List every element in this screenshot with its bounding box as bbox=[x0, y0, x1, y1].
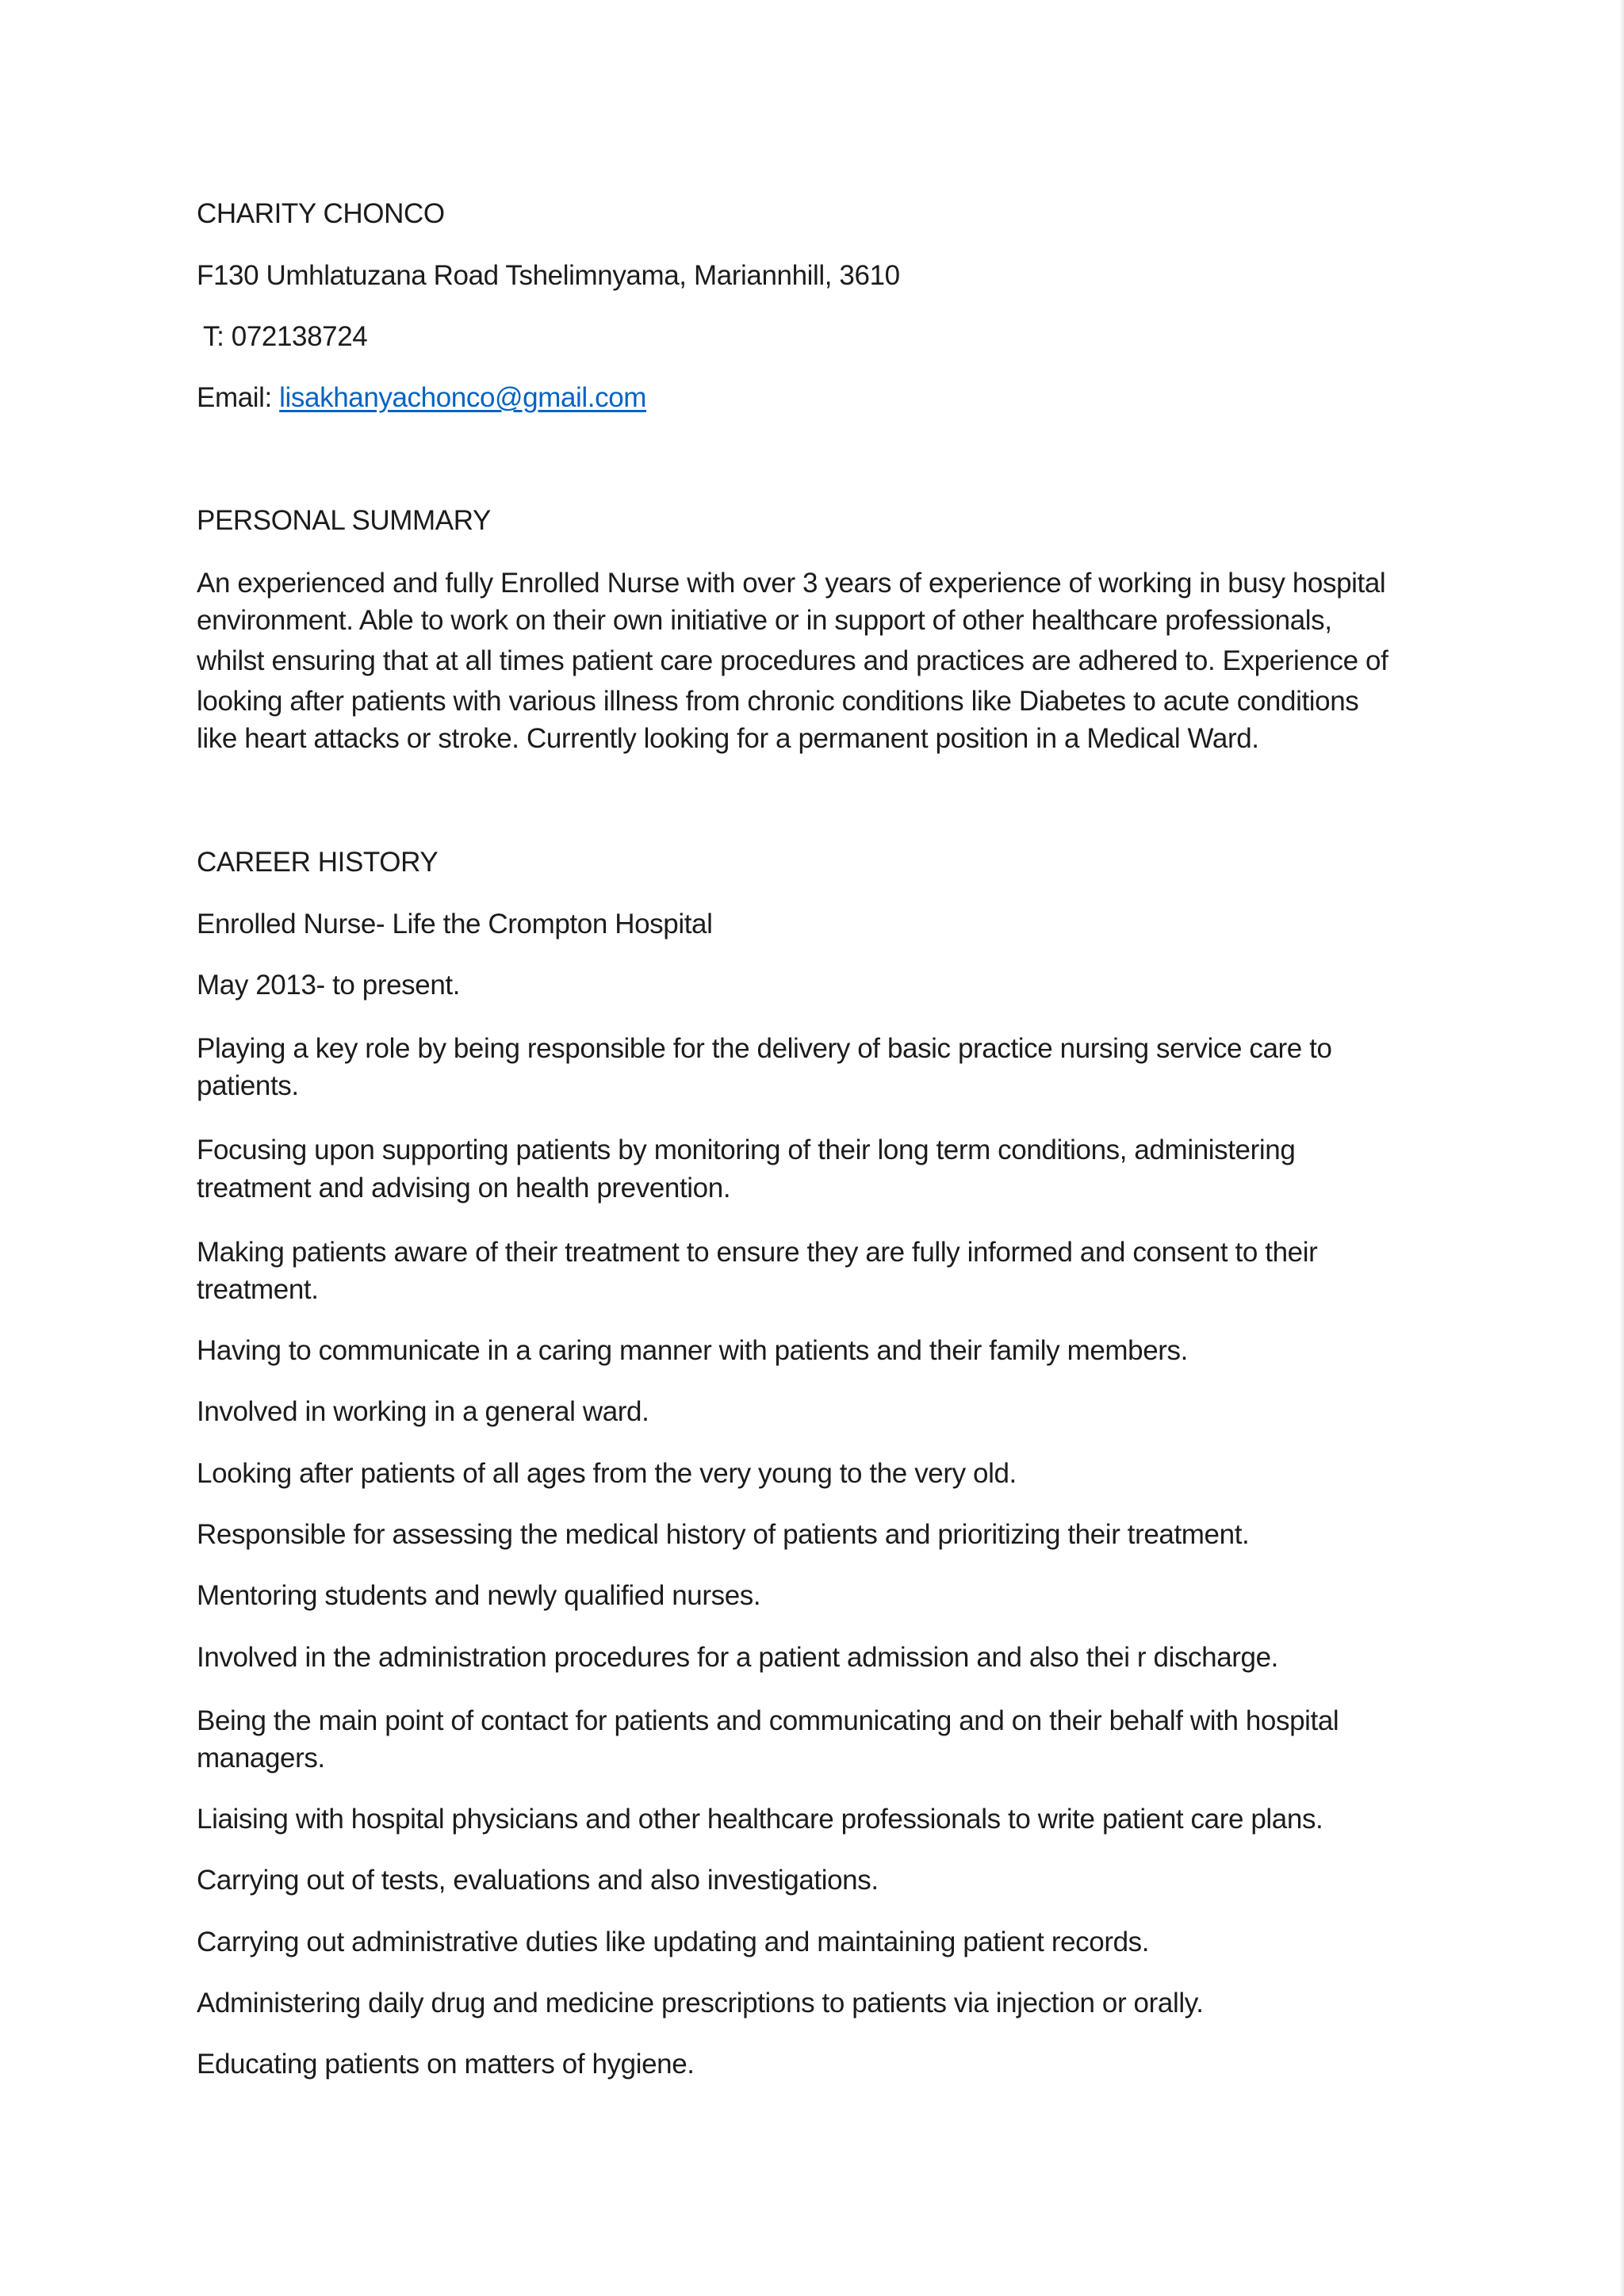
duty-item: Mentoring students and newly qualified nurses. bbox=[197, 1580, 761, 1611]
duty-item-continued: treatment. bbox=[197, 1274, 319, 1305]
duty-item: Liaising with hospital physicians and other healthcare professionals to write patient care plans. bbox=[197, 1804, 1323, 1835]
email-link[interactable]: lisakhanyachonco@gmail.com bbox=[279, 382, 647, 413]
duty-item: Carrying out of tests, evaluations and also investigations. bbox=[197, 1865, 879, 1896]
duty-item: Playing a key role by being responsible for the delivery of basic practice nursing service care to bbox=[197, 1033, 1332, 1064]
summary-line: An experienced and fully Enrolled Nurse with over 3 years of experience of working in busy hospital bbox=[197, 568, 1386, 599]
email-label: Email: bbox=[197, 382, 280, 413]
duty-item: Carrying out administrative duties like updating and maintaining patient records. bbox=[197, 1927, 1150, 1957]
duty-item: Making patients aware of their treatment to ensure they are fully informed and consent to their bbox=[197, 1237, 1318, 1268]
duty-item: Responsible for assessing the medical history of patients and prioritizing their treatment. bbox=[197, 1519, 1250, 1550]
duty-item-continued: patients. bbox=[197, 1070, 299, 1101]
candidate-name: CHARITY CHONCO bbox=[197, 198, 445, 229]
duty-item-continued: treatment and advising on health prevention. bbox=[197, 1173, 731, 1203]
summary-line: like heart attacks or stroke. Currently looking for a permanent position in a Medical Ward. bbox=[197, 723, 1259, 754]
career-history-heading: CAREER HISTORY bbox=[197, 847, 439, 878]
summary-line: looking after patients with various illness from chronic conditions like Diabetes to acute conditions bbox=[197, 686, 1359, 717]
email-line bbox=[197, 379, 1434, 416]
duty-item: Involved in working in a general ward. bbox=[197, 1396, 649, 1427]
job-title: Enrolled Nurse- Life the Crompton Hospital bbox=[197, 909, 713, 939]
duty-item-continued: managers. bbox=[197, 1743, 325, 1774]
duty-item: Looking after patients of all ages from the very young to the very old. bbox=[197, 1458, 1017, 1489]
page-edge bbox=[1619, 0, 1624, 2296]
duty-item: Being the main point of contact for patients and communicating and on their behalf with hospital bbox=[197, 1705, 1339, 1736]
personal-summary-heading: PERSONAL SUMMARY bbox=[197, 505, 491, 536]
summary-line: environment. Able to work on their own initiative or in support of other healthcare professionals, bbox=[197, 605, 1332, 636]
duty-item: Educating patients on matters of hygiene. bbox=[197, 2049, 695, 2080]
duty-item: Involved in the administration procedures for a patient admission and also thei r discharge. bbox=[197, 1642, 1278, 1673]
duty-item: Having to communicate in a caring manner with patients and their family members. bbox=[197, 1335, 1188, 1366]
phone-number: T: 072138724 bbox=[203, 321, 368, 352]
duty-item: Focusing upon supporting patients by monitoring of their long term conditions, administering bbox=[197, 1135, 1296, 1165]
summary-line: whilst ensuring that at all times patient care procedures and practices are adhered to. Experience of bbox=[197, 645, 1388, 676]
duty-item: Administering daily drug and medicine prescriptions to patients via injection or orally. bbox=[197, 1988, 1204, 2019]
address: F130 Umhlatuzana Road Tshelimnyama, Mariannhill, 3610 bbox=[197, 260, 900, 291]
job-period: May 2013- to present. bbox=[197, 970, 461, 1001]
